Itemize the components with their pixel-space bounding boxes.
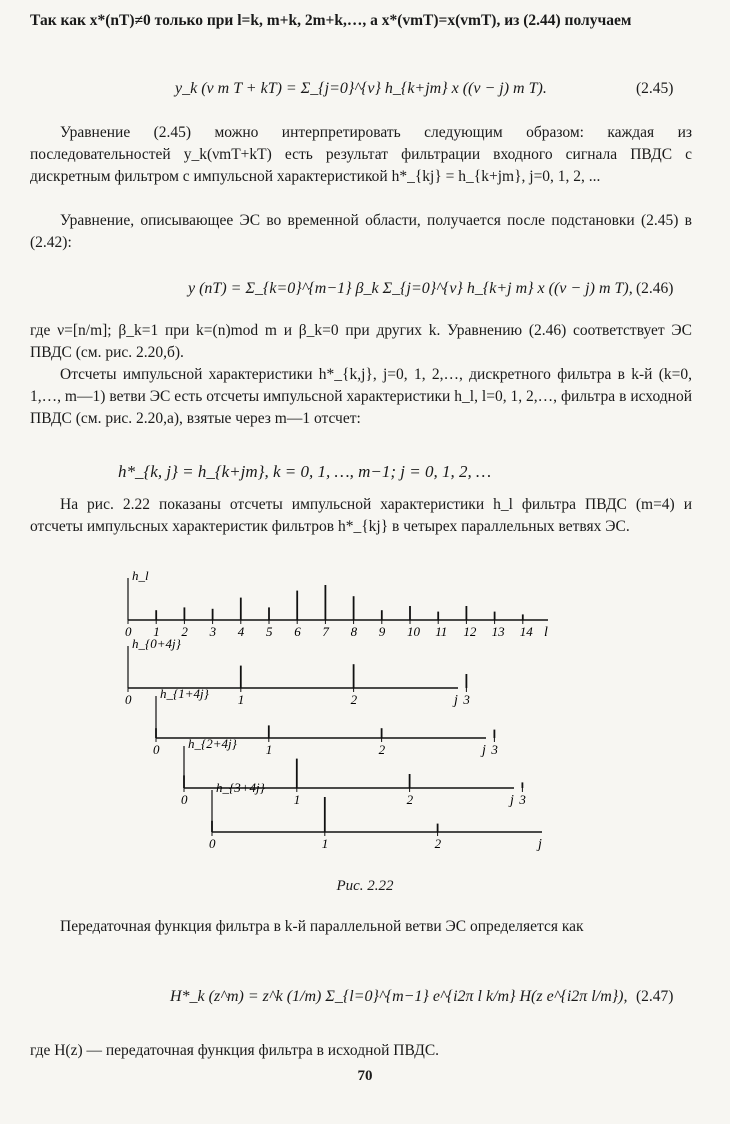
paragraph-7: Передаточная функция фильтра в k-й параллельной ветви ЭС определяется как [60,918,584,935]
plot-3-tick-label: 0 [181,792,188,807]
plot-0-tick-label: 1 [153,624,160,639]
plot-2-label: h_{1+4j} [160,686,209,701]
plot-4-label: h_{3+4j} [216,780,265,795]
plot-0-axis-label: l [544,625,548,640]
plot-2-tick-label: 3 [491,742,498,757]
plot-3-tick-label: 2 [406,792,414,807]
plot-0-tick-label: 14 [519,624,533,639]
plot-1-tick-label: 3 [463,692,470,707]
paragraph-4: где ν=[n/m]; β_k=1 при k=(n)mod m и β_k=0 при других k. Уравнению (2.46) соответствует ЭС ПВДС (см. рис. 2.20,б). [30,322,692,361]
plot-2-tick-label: 1 [265,742,273,757]
equation-2-46: y (nT) = Σ_{k=0}^{m−1} β_k Σ_{j=0}^{ν} h_{k+j m} x ((ν − j) m T), [188,280,633,297]
equation-hk: h*_{k, j} = h_{k+jm}, k = 0, 1, …, m−1; j = 0, 1, 2, … [118,462,492,481]
equation-2-45-number: (2.45) [636,80,674,97]
plot-0-tick-label: 3 [209,624,217,639]
plot-0-tick-label: 6 [294,624,301,639]
plot-1-axis-label: j [454,693,458,708]
plot-3-tick-label: 1 [293,792,301,807]
plot-3-axis-label: j [510,793,514,808]
plot-0-tick-label: 13 [491,624,505,639]
plot-1-tick-label: 1 [237,692,245,707]
page-number: 70 [357,1068,373,1084]
plot-0-label: h_l [132,568,149,583]
plot-1-tick-label: 0 [125,692,132,707]
plot-0-tick-label: 2 [181,624,188,639]
plot-2-axis-label: j [482,743,486,758]
plot-3-label: h_{2+4j} [188,736,237,751]
plot-1-tick-label: 2 [350,692,358,707]
plot-0-tick-label: 11 [435,624,448,639]
plot-0-tick-label: 7 [322,624,329,639]
figure-2-22 [110,560,570,870]
equation-2-47-number: (2.47) [636,988,674,1005]
plot-1-label: h_{0+4j} [132,636,181,651]
plot-0-tick-label: 8 [350,624,358,639]
plot-0-tick-label: 10 [407,624,420,639]
equation-2-46-number: (2.46) [636,280,674,297]
plot-4-axis-label: j [538,837,542,852]
paragraph-5: Отсчеты импульсной характеристики h*_{k,j}, j=0, 1, 2,…, дискретного фильтра в k-й (k=0, 1,…, m—1) ветви ЭС есть отсчеты импульсной характеристики h_l, l=0, 1, 2,…, фильтра в исходной ПВДС (см. рис. 2.20,а), взятые через m—1 отсчет: [30,366,692,427]
figure-caption: Рис. 2.22 [336,878,394,894]
paragraph-6: На рис. 2.22 показаны отсчеты импульсной характеристики h_l фильтра ПВДС (m=4) и отсчеты импульсных характеристик фильтров h*_{kj} в четырех параллельных ветвях ЭС. [30,496,692,535]
paragraph-2: Уравнение (2.45) можно интерпретировать следующим образом: каждая из последовательностей y_k(νmT+kT) есть результат фильтрации входного сигнала ПВДС с дискретным фильтром с импульсной характеристикой h*_{kj} = h_{k+jm}, j=0, 1, 2, ... [30,124,692,185]
plot-0-tick-label: 4 [237,624,245,639]
equation-2-47: H*_k (z^m) = z^k (1/m) Σ_{l=0}^{m−1} e^{i2π l k/m} H(z e^{i2π l/m}), [170,988,628,1005]
plot-4-tick-label: 0 [209,836,216,851]
plot-2-tick-label: 2 [378,742,386,757]
plot-4-tick-label: 1 [321,836,329,851]
plot-4-tick-label: 2 [434,836,442,851]
paragraph-8: где H(z) — передаточная функция фильтра в исходной ПВДС. [30,1042,440,1059]
plot-0-tick-label: 5 [266,624,273,639]
paragraph-3: Уравнение, описывающее ЭС во временной области, получается после подстановки (2.45) в (2.42): [30,212,692,251]
plot-2-tick-label: 0 [153,742,160,757]
plot-0-tick-label: 12 [463,624,477,639]
plot-3-tick-label: 3 [519,792,526,807]
equation-2-45: y_k (ν m T + kT) = Σ_{j=0}^{ν} h_{k+jm} x ((ν − j) m T). [175,80,547,97]
paragraph-1: Так как x*(nT)≠0 только при l=k, m+k, 2m+k,…, а x*(vmT)=x(vmT), из (2.44) получаем [30,12,632,29]
plot-0-tick-label: 9 [378,624,386,639]
plot-0-tick-label: 0 [125,624,132,639]
